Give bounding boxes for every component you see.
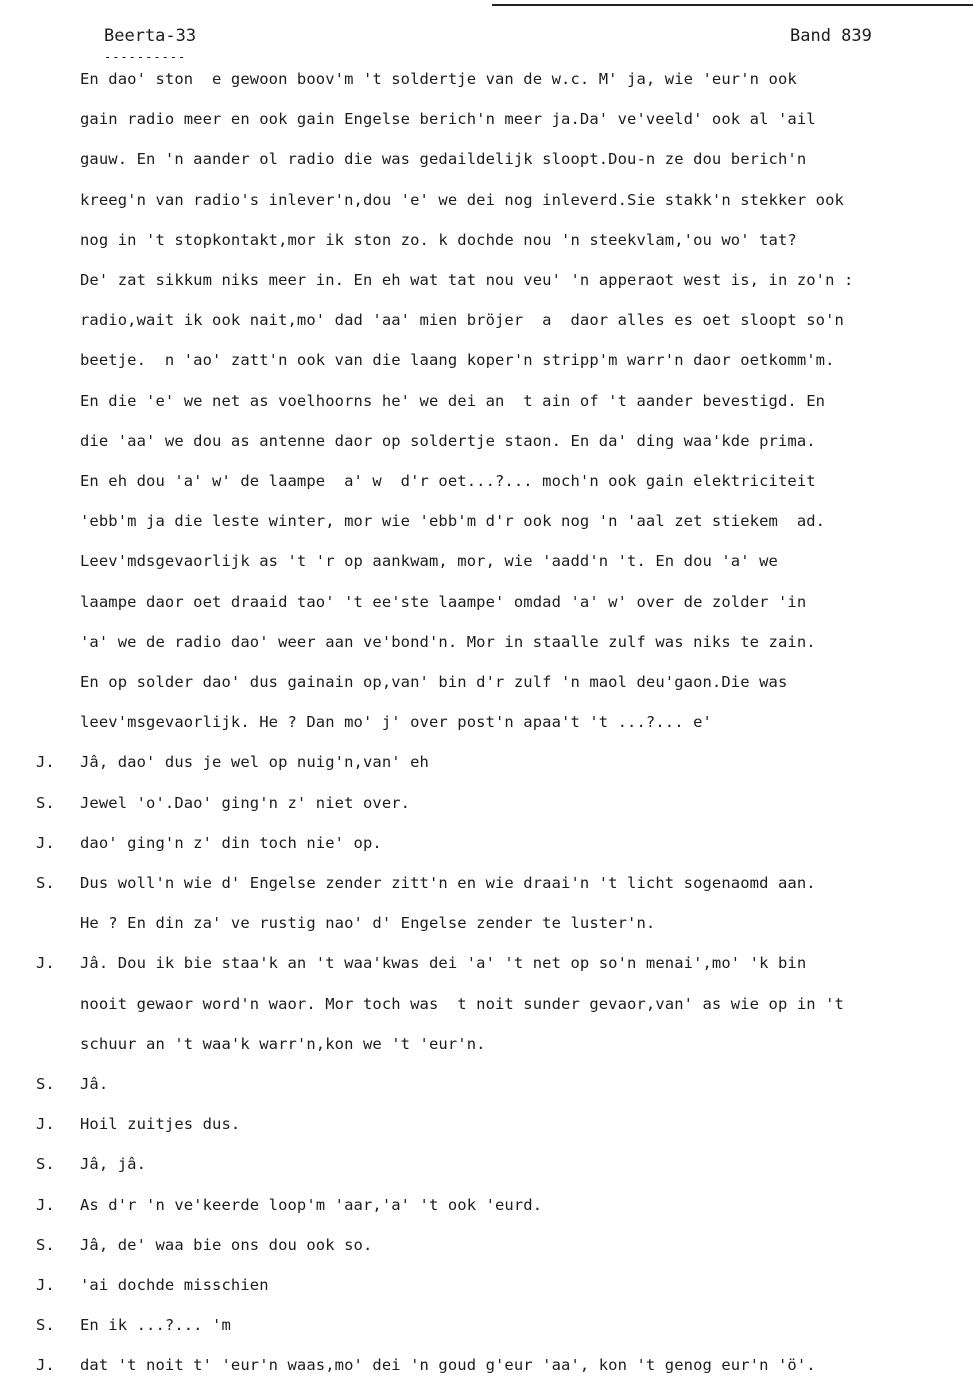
speaker-label: S. [36,1155,55,1174]
speaker-label: S. [36,793,55,812]
dialogue-line: Hoil zuitjes dus. [80,1115,241,1134]
paragraph-line: radio,wait ik ook nait,mo' dad 'aa' mien bröjer a daor alles es oet sloopt so'n [80,311,844,330]
dialogue-line: Jewel 'o'.Dao' ging'n z' niet over. [80,793,411,812]
speaker-label: J. [36,1195,55,1214]
dialogue-line: Dus woll'n wie d' Engelse zender zitt'n en wie draai'n 't licht sogenaomd aan. [80,874,816,892]
dialogue-line: dat 't noit t' 'eur'n waas,mo' dei 'n goud g'eur 'aa', kon 't genog eur'n 'ö'. [80,1356,816,1375]
dialogue-line: Jâ, de' waa bie ons dou ook so. [80,1235,373,1254]
paragraph-line: gauw. En 'n aander ol radio die was gedaildelijk sloopt.Dou-n ze dou berich'n [80,150,807,169]
paragraph-line: 'ebb'm ja die leste winter, mor wie 'ebb'm d'r ook nog 'n 'aal zet stiekem ad. [80,512,826,531]
dialogue-line: Jâ, jâ. [80,1155,147,1174]
dialogue-line: nooit gewaor word'n waor. Mor toch was t noit sunder gevaor,van' as wie op in 't [80,994,844,1013]
speaker-label: J. [36,954,55,973]
paragraph-line: beetje. n 'ao' zatt'n ook van die laang koper'n stripp'm warr'n daor oetkomm'm. [80,351,835,370]
document-id-underline: ---------- [104,50,187,64]
paragraph-line: gain radio meer en ook gain Engelse berich'n meer ja.Da' ve'veeld' ook al 'ail [80,110,816,129]
dialogue-line: He ? En din za' ve rustig nao' d' Engelse zender te luster'n. [80,914,656,933]
band-number: Band 839 [790,26,872,46]
speaker-label: S. [36,1075,55,1093]
speaker-label: S. [36,1235,55,1254]
paragraph-line: laampe daor oet draaid tao' 't ee'ste laampe' omdad 'a' w' over de zolder 'in [80,592,807,611]
paragraph-line: De' zat sikkum niks meer in. En eh wat tat nou veu' 'n apperaot west is, in zo'n : [80,271,854,289]
paragraph-line: leev'msgevaorlijk. He ? Dan mo' j' over post'n apaa't 't ...?... e' [80,713,712,732]
paragraph-line: Leev'mdsgevaorlijk as 't 'r op aankwam, mor, wie 'aadd'n 't. En dou 'a' we [80,552,778,571]
dialogue-line: Jâ. Dou ik bie staa'k an 't waa'kwas dei 'a' 't net op so'n menai',mo' 'k bin [80,954,807,973]
speaker-label: S. [36,1316,55,1335]
speaker-label: J. [36,753,55,772]
paragraph-line: kreeg'n van radio's inlever'n,dou 'e' we dei nog inleverd.Sie stakk'n stekker ook [80,190,844,209]
dialogue-line: 'ai dochde misschien [80,1276,269,1294]
document-id: Beerta-33 [104,26,197,46]
paragraph-line: En op solder dao' dus gainain op,van' bin d'r zulf 'n maol deu'gaon.Die was [80,673,788,691]
paragraph-line: En eh dou 'a' w' de laampe a' w d'r oet...?... moch'n ook gain elektriciteit [80,472,816,490]
dialogue-line: dao' ging'n z' din toch nie' op. [80,833,382,852]
dialogue-line: schuur an 't waa'k warr'n,kon we 't 'eur'n. [80,1034,486,1053]
dialogue-line: As d'r 'n ve'keerde loop'm 'aar,'a' 't ook 'eurd. [80,1195,543,1214]
dialogue-line: Jâ, dao' dus je wel op nuig'n,van' eh [80,753,429,772]
paragraph-line: En dao' ston e gewoon boov'm 't soldertje van de w.c. M' ja, wie 'eur'n ook [80,70,797,88]
dialogue-line: En ik ...?... 'm [80,1316,231,1335]
paragraph-line: die 'aa' we dou as antenne daor op soldertje staon. En da' ding waa'kde prima. [80,431,816,450]
paragraph-line: nog in 't stopkontakt,mor ik ston zo. k dochde nou 'n steekvlam,'ou wo' tat? [80,230,797,249]
speaker-label: J. [36,833,55,852]
top-edge-rule [492,4,973,6]
speaker-label: J. [36,1115,55,1134]
speaker-label: J. [36,1356,55,1375]
speaker-label: J. [36,1276,55,1294]
dialogue-line: Jâ. [80,1075,109,1093]
paragraph-line: 'a' we de radio dao' weer aan ve'bond'n. Mor in staalle zulf was niks te zain. [80,632,816,651]
paragraph-line: En die 'e' we net as voelhoorns he' we dei an t ain of 't aander bevestigd. En [80,391,826,410]
speaker-label: S. [36,874,55,892]
